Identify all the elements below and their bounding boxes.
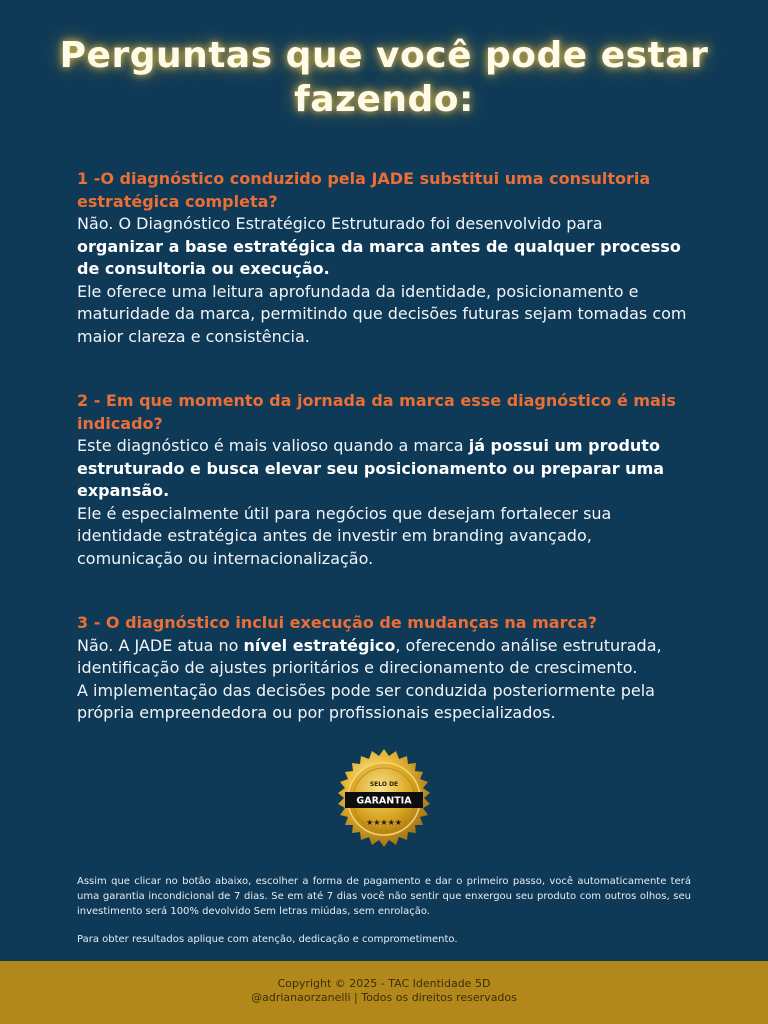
faq-answer-text: Ele oferece uma leitura aprofundada da identidade, posicionamento e maturidade da marca, permitindo que decisões futuras sejam tomadas com maior clareza e consistência. bbox=[77, 281, 687, 346]
faq-question-line1: 1 -O diagnóstico conduzido pela JADE substitui uma consultoria bbox=[77, 169, 651, 188]
faq-answer bbox=[77, 213, 697, 348]
page-title-line2: fazendo: bbox=[294, 79, 474, 120]
guarantee-seal-icon bbox=[331, 748, 437, 854]
seal-stars: ★★★★★ bbox=[366, 818, 402, 827]
faq-item-2 bbox=[77, 390, 697, 570]
seal-line2: GARANTIA bbox=[356, 795, 412, 807]
faq-answer-bold: já possui um produto estruturado e busca elevar seu posicionamento ou preparar uma expansão. bbox=[77, 436, 665, 500]
faq-answer bbox=[77, 635, 697, 725]
faq-item-1 bbox=[77, 168, 697, 348]
faq-answer-bold: nível estratégico bbox=[243, 635, 396, 655]
faq-question bbox=[77, 390, 697, 435]
seal-line1: SELO DE bbox=[369, 781, 399, 788]
faq-answer-bold: organizar a base estratégica da marca antes de qualquer processo de consultoria ou execução. bbox=[77, 236, 681, 278]
faq-answer bbox=[77, 435, 697, 570]
faq-question-line2: estratégica completa? bbox=[77, 191, 278, 211]
page-title-line1: Perguntas que você pode estar bbox=[59, 35, 709, 76]
faq-answer-text: , oferecendo análise estruturada, identificação de ajustes prioritários e direcionamento de crescimento. bbox=[77, 635, 662, 677]
faq-question-line1: 2 - Em que momento da jornada da marca esse diagnóstico é mais bbox=[77, 391, 676, 410]
footer bbox=[0, 961, 768, 1024]
page-title bbox=[0, 34, 768, 122]
footer-copyright: Copyright © 2025 - TAC Identidade 5D bbox=[277, 977, 491, 990]
faq-question-line1: 3 - O diagnóstico inclui execução de mudanças na marca? bbox=[77, 613, 598, 632]
advice-text: Para obter resultados aplique com atenção, dedicação e comprometimento. bbox=[77, 934, 458, 945]
faq-answer-text: Não. A JADE atua no bbox=[77, 635, 239, 655]
faq-question-line2: indicado? bbox=[77, 413, 163, 433]
faq-question bbox=[77, 612, 697, 635]
faq-answer-text: Este diagnóstico é mais valioso quando a marca bbox=[77, 436, 464, 455]
faq-item-3 bbox=[77, 612, 697, 725]
faq-answer-text: A implementação das decisões pode ser conduzida posteriormente pela própria empreendedora ou por profissionais especializados. bbox=[77, 680, 655, 722]
faq-question bbox=[77, 168, 697, 213]
footer-rights: @adrianaorzanelli | Todos os direitos reservados bbox=[251, 991, 517, 1004]
faq-answer-text: Não. O Diagnóstico Estratégico Estruturado foi desenvolvido para bbox=[77, 214, 603, 233]
faq-answer-text: Ele é especialmente útil para negócios que desejam fortalecer sua identidade estratégica antes de investir em branding avançado, comunicação ou internacionalização. bbox=[77, 503, 612, 568]
guarantee-text: Assim que clicar no botão abaixo, escolher a forma de pagamento e dar o primeiro passo, você automaticamente terá uma garantia incondicional de 7 dias. Se em até 7 dias você não sentir que enxergou seu produto com outros olhos, seu investimento será 100% devolvido Sem letras miúdas, sem enrolação. bbox=[77, 876, 691, 917]
